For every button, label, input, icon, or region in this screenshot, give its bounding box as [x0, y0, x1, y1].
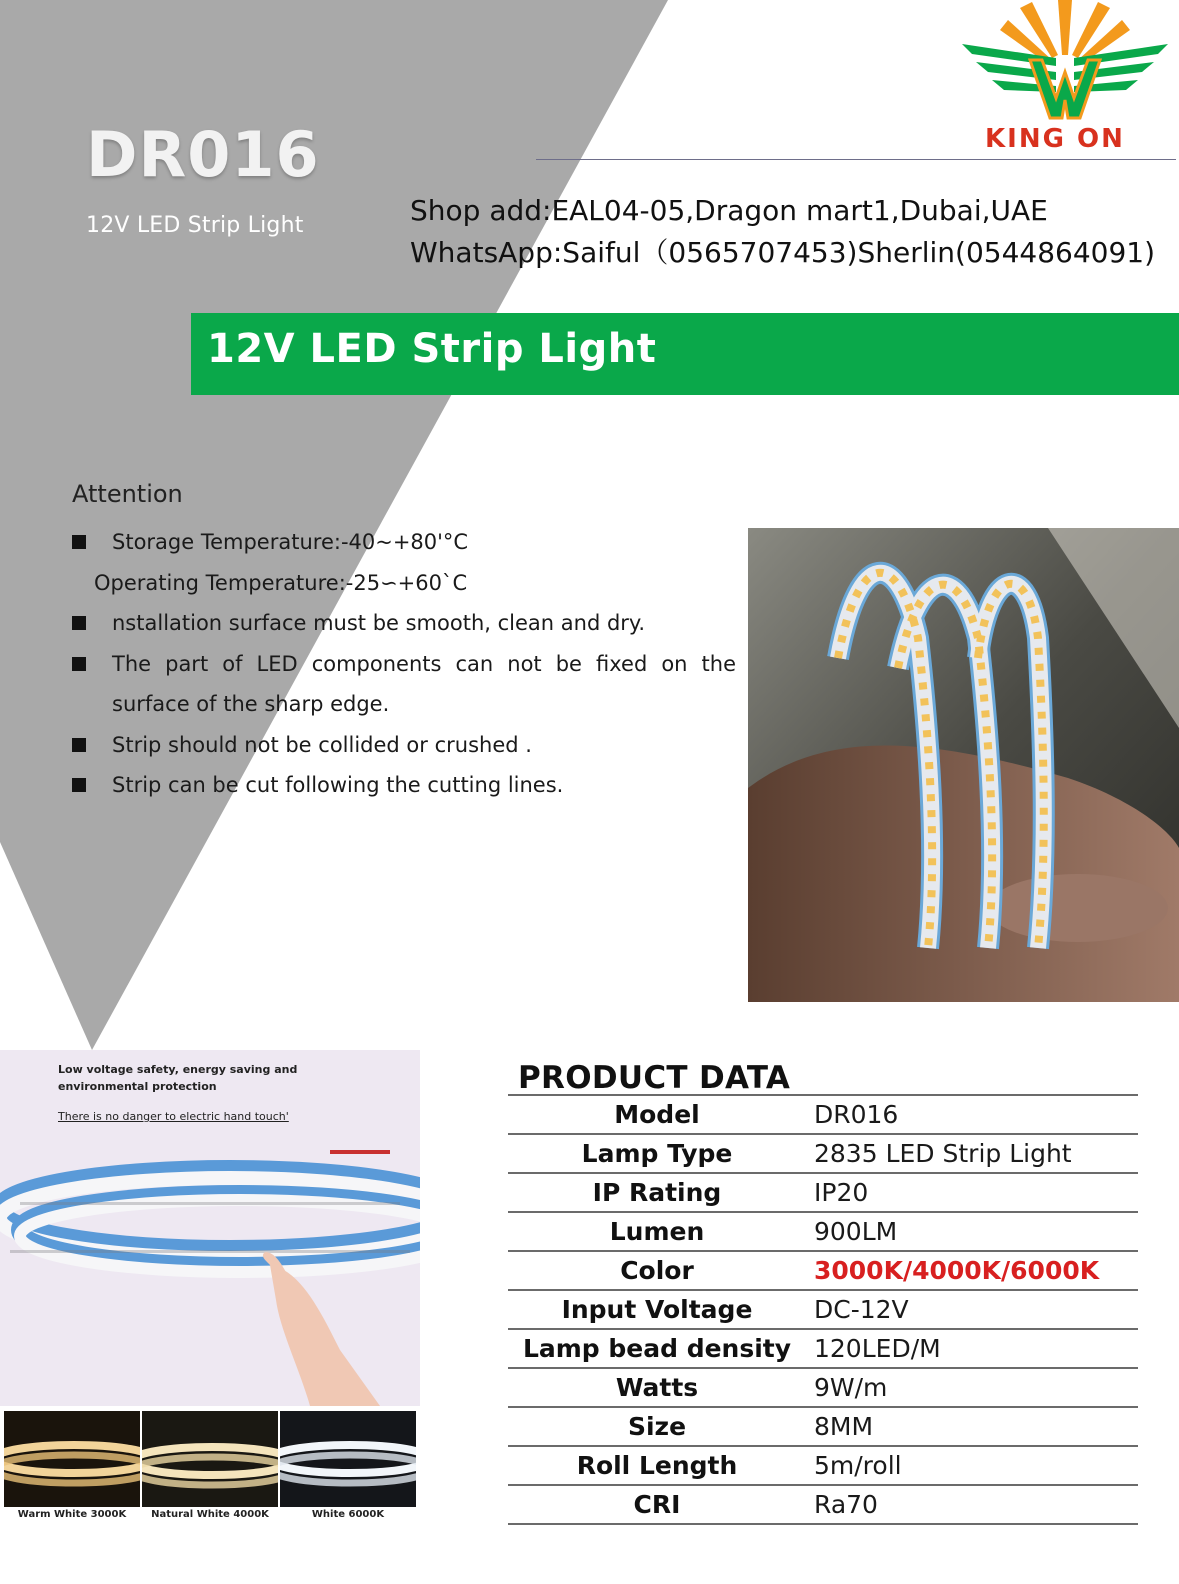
promo-headline: Low voltage safety, energy saving and environmental protection: [58, 1063, 298, 1093]
header-divider: [536, 159, 1176, 160]
list-item: Strip should not be collided or crushed .: [72, 725, 742, 766]
model-subtitle: 12V LED Strip Light: [86, 213, 304, 238]
product-data-table: [508, 1094, 1138, 1525]
bullet-icon: [72, 778, 86, 792]
product-photo: [748, 528, 1179, 1002]
list-item: nstallation surface must be smooth, clean and dry.: [72, 603, 742, 644]
product-data-title: PRODUCT DATA: [518, 1060, 791, 1096]
table-row: Input Voltage DC-12V: [508, 1290, 1138, 1329]
promo-subline: There is no danger to electric hand touch': [58, 1110, 289, 1123]
table-row: Watts 9W/m: [508, 1368, 1138, 1407]
title-banner: [191, 313, 1179, 395]
natural-white-swatch: [142, 1411, 278, 1507]
list-item: Strip can be cut following the cutting lines.: [72, 765, 742, 806]
swatch-label-natural: Natural White 4000K: [151, 1509, 269, 1520]
table-row: Color 3000K/4000K/6000K: [508, 1251, 1138, 1290]
shop-address: Shop add:EAL04-05,Dragon mart1,Dubai,UAE: [410, 194, 1048, 227]
promo-image: [0, 1050, 420, 1406]
bullet-icon: [72, 657, 86, 671]
table-row: CRI Ra70: [508, 1485, 1138, 1524]
brand-name: KING ON: [985, 124, 1125, 154]
table-row: Size 8MM: [508, 1407, 1138, 1446]
table-row: IP Rating IP20: [508, 1173, 1138, 1212]
swatch-label-warm: Warm White 3000K: [17, 1509, 127, 1520]
bullet-icon: [72, 738, 86, 752]
bullet-icon: [72, 535, 86, 549]
table-row: Roll Length 5m/roll: [508, 1446, 1138, 1485]
list-item: surface of the sharp edge.: [112, 692, 390, 716]
table-row: Lamp bead density 120LED/M: [508, 1329, 1138, 1368]
list-item: The part of LED components can not be fixed on the: [72, 644, 742, 685]
table-row: Model DR016: [508, 1095, 1138, 1134]
bullet-icon: [72, 616, 86, 630]
attention-heading: Attention: [72, 480, 183, 508]
attention-list: [72, 522, 742, 806]
list-item: Storage Temperature:-40~+80'°C: [72, 522, 742, 563]
list-item: Operating Temperature:-25∽+60`C: [94, 570, 468, 595]
table-row: Lamp Type 2835 LED Strip Light: [508, 1134, 1138, 1173]
table-row: Lumen 900LM: [508, 1212, 1138, 1251]
model-title: DR016: [86, 118, 320, 191]
whatsapp-contact: WhatsApp:Saiful（0565707453)Sherlin(0544864091): [410, 236, 1156, 269]
swatch-label-white: White 6000K: [311, 1509, 385, 1520]
warm-white-swatch: [4, 1411, 140, 1507]
white-swatch: [280, 1411, 416, 1507]
shop-contact: [410, 190, 1155, 274]
banner-title: 12V LED Strip Light: [207, 326, 657, 372]
